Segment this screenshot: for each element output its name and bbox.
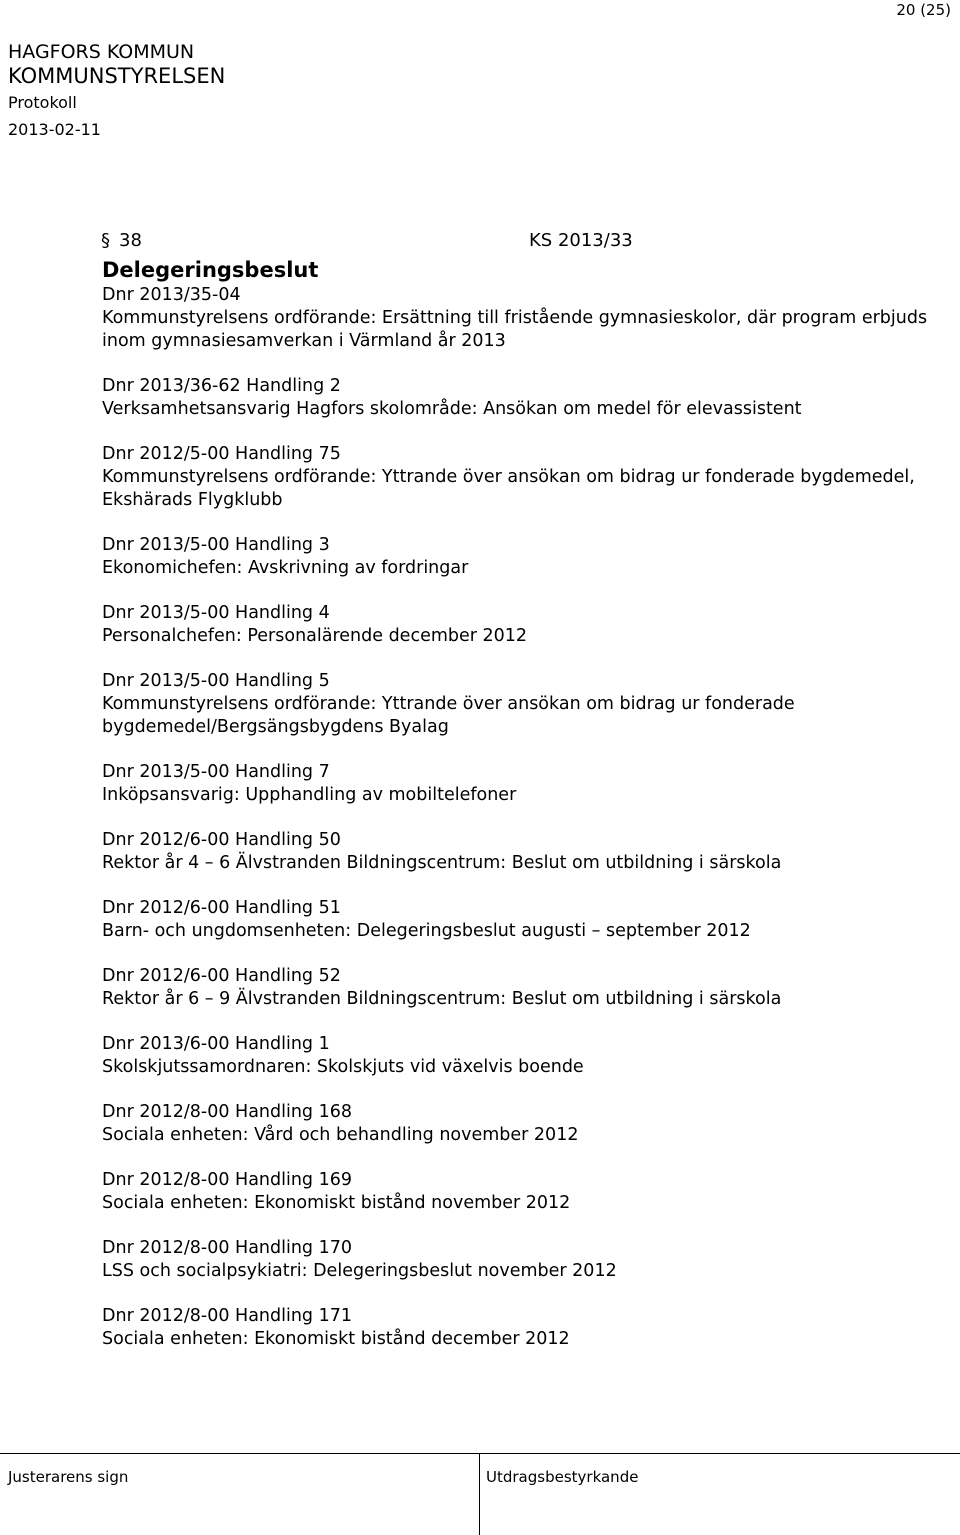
list-item bbox=[102, 761, 942, 807]
paragraph-heading bbox=[101, 229, 641, 253]
list-item bbox=[102, 965, 942, 1011]
item-text: Personalchefen: Personalärende december 2012 bbox=[102, 626, 528, 646]
signature-label: Justerarens sign bbox=[8, 1468, 129, 1486]
item-text: LSS och socialpsykiatri: Delegeringsbeslut november 2012 bbox=[102, 1261, 617, 1281]
item-text: Verksamhetsansvarig Hagfors skolområde: Ansökan om medel för elevassistent bbox=[102, 399, 802, 419]
section-title: Delegeringsbeslut bbox=[102, 258, 319, 282]
item-text: Rektor år 6 – 9 Älvstranden Bildningscentrum: Beslut om utbildning i särskola bbox=[102, 989, 782, 1009]
list-item bbox=[102, 375, 942, 421]
page-number: 20 (25) bbox=[896, 1, 951, 19]
item-text: Kommunstyrelsens ordförande: Yttrande över ansökan om bidrag ur fonderade bbox=[102, 694, 795, 714]
document-date: 2013-02-11 bbox=[8, 120, 101, 139]
item-text: Ekonomichefen: Avskrivning av fordringar bbox=[102, 558, 469, 578]
item-text: Barn- och ungdomsenheten: Delegeringsbeslut augusti – september 2012 bbox=[102, 921, 751, 941]
item-dnr: Dnr 2013/35-04 bbox=[102, 285, 241, 305]
item-dnr: Dnr 2013/5-00 Handling 4 bbox=[102, 603, 330, 623]
item-dnr: Dnr 2013/5-00 Handling 7 bbox=[102, 762, 330, 782]
item-dnr: Dnr 2013/5-00 Handling 5 bbox=[102, 671, 330, 691]
document-header bbox=[8, 40, 225, 142]
list-item bbox=[102, 670, 942, 739]
item-text: Sociala enheten: Vård och behandling november 2012 bbox=[102, 1125, 579, 1145]
item-dnr: Dnr 2013/5-00 Handling 3 bbox=[102, 535, 330, 555]
item-text: bygdemedel/Bergsängsbygdens Byalag bbox=[102, 717, 449, 737]
list-item bbox=[102, 1169, 942, 1215]
footer-rule bbox=[0, 1453, 960, 1454]
item-dnr: Dnr 2012/6-00 Handling 51 bbox=[102, 898, 341, 918]
list-item bbox=[102, 1033, 942, 1079]
certification-label: Utdragsbestyrkande bbox=[486, 1468, 639, 1486]
list-item bbox=[102, 284, 942, 353]
item-text: Rektor år 4 – 6 Älvstranden Bildningscentrum: Beslut om utbildning i särskola bbox=[102, 853, 782, 873]
footer-divider bbox=[479, 1453, 480, 1535]
case-reference: KS 2013/33 bbox=[529, 230, 633, 251]
item-text: Sociala enheten: Ekonomiskt bistånd december 2012 bbox=[102, 1329, 570, 1349]
paragraph-sign: § bbox=[101, 230, 110, 251]
list-item bbox=[102, 1305, 942, 1351]
item-dnr: Dnr 2012/6-00 Handling 52 bbox=[102, 966, 341, 986]
item-dnr: Dnr 2013/36-62 Handling 2 bbox=[102, 376, 341, 396]
paragraph-number: 38 bbox=[119, 230, 142, 251]
body-name: KOMMUNSTYRELSEN bbox=[8, 64, 226, 88]
item-dnr: Dnr 2012/8-00 Handling 168 bbox=[102, 1102, 353, 1122]
item-dnr: Dnr 2013/6-00 Handling 1 bbox=[102, 1034, 330, 1054]
list-item bbox=[102, 534, 942, 580]
item-text: inom gymnasiesamverkan i Värmland år 2013 bbox=[102, 331, 506, 351]
decision-list bbox=[102, 284, 942, 1373]
list-item bbox=[102, 1237, 942, 1283]
organization-name: HAGFORS KOMMUN bbox=[8, 41, 195, 63]
item-text: Skolskjutssamordnaren: Skolskjuts vid växelvis boende bbox=[102, 1057, 584, 1077]
item-dnr: Dnr 2012/5-00 Handling 75 bbox=[102, 444, 341, 464]
list-item bbox=[102, 897, 942, 943]
item-text: Kommunstyrelsens ordförande: Yttrande över ansökan om bidrag ur fonderade bygdemedel, bbox=[102, 467, 915, 487]
document-type: Protokoll bbox=[8, 93, 77, 112]
list-item bbox=[102, 829, 942, 875]
list-item bbox=[102, 1101, 942, 1147]
list-item bbox=[102, 443, 942, 512]
item-text: Ekshärads Flygklubb bbox=[102, 490, 283, 510]
item-text: Inköpsansvarig: Upphandling av mobiltelefoner bbox=[102, 785, 517, 805]
item-dnr: Dnr 2012/8-00 Handling 171 bbox=[102, 1306, 353, 1326]
list-item bbox=[102, 602, 942, 648]
item-dnr: Dnr 2012/8-00 Handling 169 bbox=[102, 1170, 353, 1190]
item-dnr: Dnr 2012/8-00 Handling 170 bbox=[102, 1238, 353, 1258]
item-text: Sociala enheten: Ekonomiskt bistånd november 2012 bbox=[102, 1193, 571, 1213]
item-text: Kommunstyrelsens ordförande: Ersättning till fristående gymnasieskolor, där program erbjuds bbox=[102, 308, 928, 328]
item-dnr: Dnr 2012/6-00 Handling 50 bbox=[102, 830, 341, 850]
